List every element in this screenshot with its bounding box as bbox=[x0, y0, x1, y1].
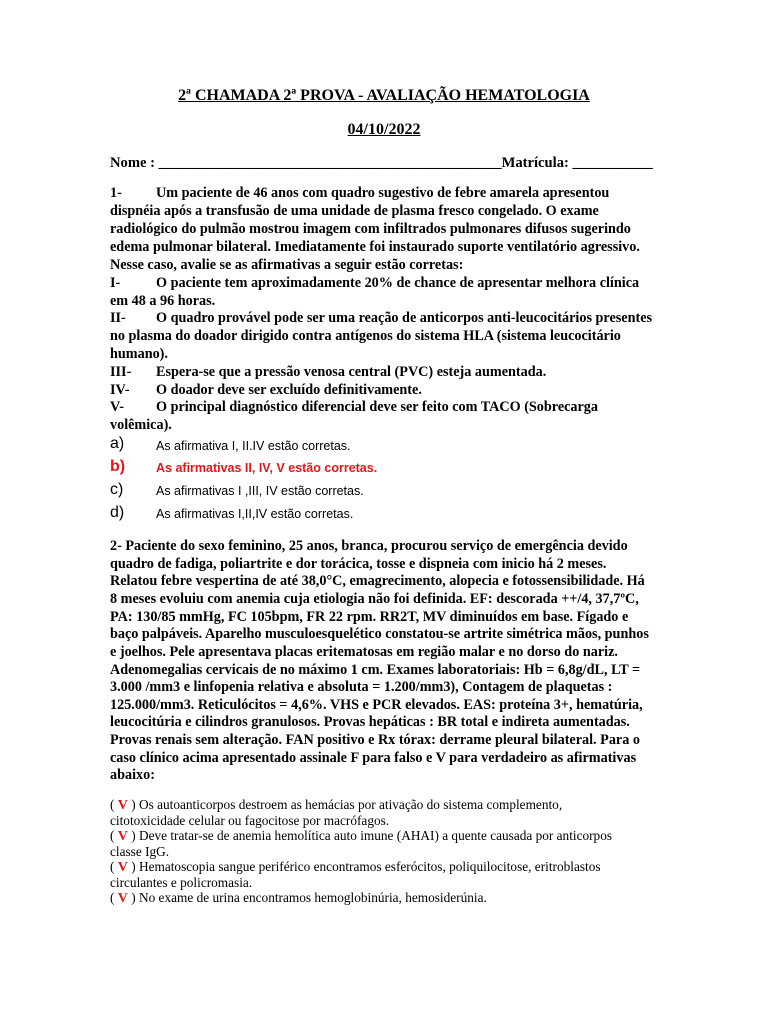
item-text: citotoxicidade celular ou fagocitose por macrófagos. bbox=[110, 813, 390, 828]
question-2-line: leucocitúria e cilindros granulosos. Provas hepáticas : BR total e indireta aumentadas. bbox=[110, 714, 630, 730]
statement-text: O quadro provável pode ser uma reação de anticorpos anti-leucocitários presentes bbox=[156, 310, 653, 326]
answer-mark: V bbox=[117, 798, 128, 813]
item-text: classe IgG. bbox=[110, 844, 170, 859]
option-a-text: As afirmativa I, II.IV estão corretas. bbox=[156, 439, 351, 453]
paren-close: ) bbox=[127, 828, 136, 843]
question-2-line: e joelhos. Pele apresentava placas eritematosas em região malar e no dorso do nariz. bbox=[110, 644, 618, 660]
paren-close: ) bbox=[127, 859, 136, 874]
paren-close: ) bbox=[127, 797, 136, 812]
true-false-item bbox=[110, 797, 562, 814]
item-text: Os autoanticorpos destroem as hemácias por ativação do sistema complemento, bbox=[135, 797, 563, 812]
statement-number: IV- bbox=[110, 382, 130, 398]
question-1-line: edema pulmonar bilateral. Imediatamente foi instaurado suporte ventilatório agressivo. bbox=[110, 239, 640, 255]
exam-date: 04/10/2022 bbox=[347, 121, 421, 138]
question-1-line: Um paciente de 46 anos com quadro sugestivo de febre amarela apresentou bbox=[156, 185, 610, 201]
statement-text: volêmica). bbox=[110, 417, 172, 433]
question-2-line: 8 meses evoluiu com anemia cuja etiologia não foi definida. EF: descorada ++/4, 37,7ºC, bbox=[110, 591, 639, 607]
answer-mark: V bbox=[117, 860, 128, 875]
statement-text: Espera-se que a pressão venosa central (PVC) esteja aumentada. bbox=[156, 364, 547, 380]
question-2-line: 3.000 /mm3 e linfopenia relativa e absoluta = 1.200/mm3), Contagem de plaquetas : bbox=[110, 679, 613, 695]
option-c-text: As afirmativas I ,III, IV estão corretas. bbox=[156, 484, 364, 498]
true-false-item bbox=[110, 859, 601, 876]
item-text: Deve tratar-se de anemia hemolítica auto imune (AHAI) a quente causada por anticorpos bbox=[135, 828, 613, 843]
statement-number: II- bbox=[110, 310, 126, 326]
question-2-line: baço palpáveis. Aparelho musculoesquelético constatou-se artrite simétrica mãos, punhos bbox=[110, 626, 649, 642]
answer-mark: V bbox=[117, 891, 128, 906]
question-2-line: 125.000/mm3. Reticulócitos = 4,6%. VHS e PCR elevados. EAS: proteína 3+, hematúria, bbox=[110, 697, 643, 713]
option-b-text: As afirmativas II, IV, V estão corretas. bbox=[156, 461, 378, 475]
question-1-line: dispnéia após a transfusão de uma unidade de plasma fresco congelado. O exame bbox=[110, 203, 599, 219]
statement-text: humano). bbox=[110, 346, 168, 362]
statement-text: O paciente tem aproximadamente 20% de chance de apresentar melhora clínica bbox=[156, 275, 640, 291]
exam-title: 2ª CHAMADA 2ª PROVA - AVALIAÇÃO HEMATOLOGIA bbox=[178, 87, 590, 104]
option-d-letter: d) bbox=[110, 504, 125, 521]
paren-close: ) bbox=[127, 890, 136, 905]
question-2-line: caso clínico acima apresentado assinale F para falso e V para verdadeiro as afirmativas bbox=[110, 750, 637, 766]
question-2-line: quadro de fadiga, poliartrite e dor torácica, tosse e dispneia com inicio há 2 meses. bbox=[110, 556, 607, 572]
statement-number: V- bbox=[110, 399, 124, 415]
statement-text: em 48 a 96 horas. bbox=[110, 293, 216, 309]
question-1-number: 1- bbox=[110, 185, 122, 201]
item-text: No exame de urina encontramos hemoglobinúria, hemosiderúnia. bbox=[135, 890, 487, 905]
statement-text: no plasma do doador dirigido contra antígenos do sistema HLA (sistema leucocitário bbox=[110, 328, 621, 344]
item-text: circulantes e policromasia. bbox=[110, 875, 253, 890]
option-d-text: As afirmativas I,II,IV estão corretas. bbox=[156, 507, 354, 521]
true-false-item bbox=[110, 828, 612, 845]
option-b-letter: b) bbox=[110, 458, 126, 475]
item-text: Hematoscopia sangue periférico encontramos esferócitos, poliquilocitose, eritroblastos bbox=[135, 859, 601, 874]
option-a-letter: a) bbox=[110, 435, 125, 452]
option-c-letter: c) bbox=[110, 481, 124, 498]
question-1-line: Nesse caso, avalie se as afirmativas a seguir estão corretas: bbox=[110, 257, 464, 273]
question-2-line: Adenomegalias cervicais de no máximo 1 cm. Exames laboratoriais: Hb = 6,8g/dL, LT = bbox=[110, 662, 641, 678]
question-2-line: abaixo: bbox=[110, 767, 155, 783]
question-2-line: PA: 130/85 mmHg, FC 105bpm, FR 22 rpm. RR2T, MV diminuídos em base. Fígado e bbox=[110, 609, 629, 625]
question-2-line: Relatou febre vespertina de até 38,0°C, emagrecimento, alopecia e fotossensibilidade. Há bbox=[110, 573, 645, 589]
statement-text: O doador deve ser excluído definitivamente. bbox=[156, 382, 422, 398]
paren-open: ( bbox=[110, 859, 118, 874]
true-false-item bbox=[110, 890, 487, 907]
statement-number: I- bbox=[110, 275, 121, 291]
paren-open: ( bbox=[110, 797, 118, 812]
statement-number: III- bbox=[110, 364, 132, 380]
paren-open: ( bbox=[110, 890, 118, 905]
question-2-line: 2- Paciente do sexo feminino, 25 anos, branca, procurou serviço de emergência devido bbox=[110, 538, 628, 554]
question-1-line: radiológico do pulmão mostrou imagem com infiltrados pulmonares difusos sugerindo bbox=[110, 221, 631, 237]
answer-mark: V bbox=[117, 829, 128, 844]
paren-open: ( bbox=[110, 828, 118, 843]
name-registration-line: Nome : _______________________________________________Matrícula: ___________ bbox=[110, 155, 653, 171]
question-2-line: Provas renais sem alteração. FAN positivo e Rx tórax: derrame pleural bilateral. Para o bbox=[110, 732, 640, 748]
statement-text: O principal diagnóstico diferencial deve ser feito com TACO (Sobrecarga bbox=[156, 399, 598, 415]
